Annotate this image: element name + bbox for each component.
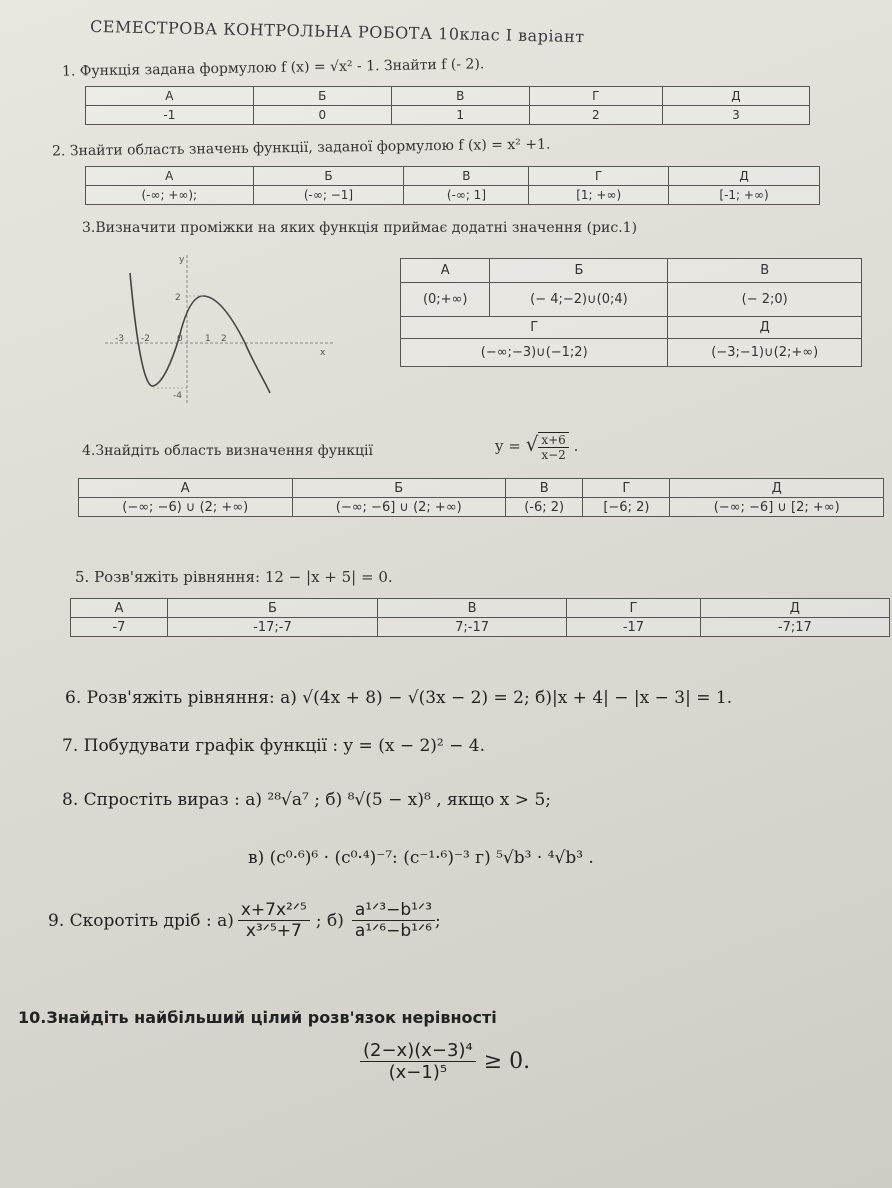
q9-fraction-b (352, 900, 435, 941)
q5-text: 5. Розв'яжіть рівняння: 12 − |x + 5| = 0. (75, 568, 393, 586)
graph-y-label: y (179, 255, 185, 265)
graph-tick-x0: 0 (177, 334, 183, 344)
graph-tick-x2: 2 (221, 334, 227, 344)
q3-header-v: В (668, 259, 862, 283)
q3-function-graph (95, 248, 340, 408)
q3-value-d: (−3;−1)∪(2;+∞) (668, 339, 862, 367)
q3-value-h: (−∞;−3)∪(−1;2) (401, 339, 668, 367)
q3-answer-table (400, 258, 862, 367)
q3-value-a: (0;+∞) (401, 283, 490, 317)
q10-relation: ≥ 0. (483, 1049, 531, 1074)
q9-row (48, 900, 441, 941)
q1-answer-table (85, 86, 810, 125)
q2-header-h: Г (529, 167, 669, 186)
q2-value-v: (-∞; 1] (404, 186, 529, 205)
q3-text: 3.Визначити проміжки на яких функція приймає додатні значення (рис.1) (82, 220, 638, 236)
q1-value-h: 2 (529, 106, 662, 125)
graph-tick-x1: 1 (205, 334, 211, 344)
q4-text: 4.Знайдіть область визначення функції (82, 443, 374, 459)
q4-header-a: А (79, 479, 293, 498)
graph-curve (130, 273, 270, 393)
q9-b-denominator: a¹ᐟ⁶−b¹ᐟ⁶ (354, 921, 432, 941)
q5-value-a: -7 (71, 618, 168, 637)
q5-value-v: 7;-17 (377, 618, 566, 637)
q4-sqrt-sign: √ (525, 432, 539, 456)
q3-header-a: А (401, 259, 490, 283)
q2-value-d: [-1; +∞) (669, 186, 820, 205)
q2-header-v: В (404, 167, 529, 186)
q4-value-a: (−∞; −6) ∪ (2; +∞) (79, 498, 293, 517)
graph-tick-y2: 2 (175, 293, 181, 303)
q3-value-b: (− 4;−2)∪(0;4) (490, 283, 668, 317)
q9-separator: ; б) (315, 910, 344, 931)
q5-value-b: -17;-7 (167, 618, 377, 637)
q3-header-b: Б (490, 259, 668, 283)
q9-a-denominator: x³ᐟ⁵+7 (245, 921, 302, 941)
graph-tick-y-4: -4 (173, 391, 182, 401)
graph-tick-x-2: -2 (141, 334, 150, 344)
q2-header-d: Д (669, 167, 820, 186)
q5-header-b: Б (167, 599, 377, 618)
q9-label: 9. Скоротіть дріб : а) (48, 910, 234, 931)
q4-header-b: Б (292, 479, 506, 498)
q8-line-2: в) (c⁰·⁶)⁶ · (c⁰·⁴)⁻⁷: (c⁻¹·⁶)⁻³ г) ⁵√b³ · ⁴√b³ . (248, 848, 594, 868)
q6-text: 6. Розв'яжіть рівняння: а) √(4x + 8) − √(3x − 2) = 2; б)|x + 4| − |x − 3| = 1. (65, 688, 733, 708)
q1-header-d: Д (662, 87, 809, 106)
q2-value-h: [1; +∞) (529, 186, 669, 205)
q10-denominator: (x−1)⁵ (388, 1062, 448, 1083)
q1-value-v: 1 (391, 106, 529, 125)
q10-text: 10.Знайдіть найбільший цілий розв'язок нерівності (18, 1008, 497, 1027)
q1-header-b: Б (253, 87, 391, 106)
q2-value-b: (-∞; −1] (253, 186, 404, 205)
q10-fraction (360, 1040, 476, 1083)
q9-fraction-a (238, 900, 310, 941)
q10-inequality (360, 1040, 530, 1083)
graph-x-label: x (320, 348, 326, 358)
q2-header-b: Б (253, 167, 404, 186)
q1-text: 1. Функція задана формулою f (x) = √x² - 1. Знайти f (- 2). (61, 56, 485, 80)
worksheet-title: СЕМЕСТРОВА КОНТРОЛЬНА РОБОТА 10клас І варіант (89, 16, 585, 47)
q4-value-b: (−∞; −6] ∪ (2; +∞) (292, 498, 506, 517)
q4-fraction-numerator: x+6 (538, 433, 568, 448)
q9-b-numerator: a¹ᐟ³−b¹ᐟ³ (352, 900, 435, 921)
q1-value-d: 3 (662, 106, 809, 125)
q1-header-h: Г (529, 87, 662, 106)
q1-value-b: 0 (253, 106, 391, 125)
q9-a-numerator: x+7x²ᐟ⁵ (238, 900, 310, 921)
q4-answer-table (78, 478, 884, 517)
q3-header-d: Д (668, 317, 862, 339)
q2-value-a: (-∞; +∞); (86, 186, 254, 205)
q4-fraction-denominator: x−2 (541, 448, 566, 462)
q4-value-d: (−∞; −6] ∪ [2; +∞) (670, 498, 884, 517)
q4-fraction (538, 432, 568, 462)
q5-header-h: Г (567, 599, 700, 618)
q5-value-h: -17 (567, 618, 700, 637)
q1-header-a: А (86, 87, 254, 106)
q4-header-d: Д (670, 479, 884, 498)
q4-formula: y = √ $\frac{x+6}{x-2}$ . (495, 432, 579, 462)
q2-text: 2. Знайти область значень функції, заданої формулою f (x) = x² +1. (51, 136, 551, 160)
q9-end: ; (434, 910, 441, 931)
q7-text: 7. Побудувати графік функції : y = (x − 2)² − 4. (62, 736, 485, 756)
q5-value-d: -7;17 (700, 618, 889, 637)
q4-value-h: [−6; 2) (583, 498, 670, 517)
q3-header-h: Г (401, 317, 668, 339)
graph-tick-x-3: -3 (115, 334, 124, 344)
q5-answer-table (70, 598, 890, 637)
q5-header-d: Д (700, 599, 889, 618)
q3-value-v: (− 2;0) (668, 283, 862, 317)
q1-header-v: В (391, 87, 529, 106)
q4-formula-y: y = (495, 437, 521, 455)
q2-header-a: А (86, 167, 254, 186)
q4-header-h: Г (583, 479, 670, 498)
q4-header-v: В (506, 479, 583, 498)
q5-header-a: А (71, 599, 168, 618)
q10-numerator: (2−x)(x−3)⁴ (360, 1040, 476, 1062)
q8-line-1: 8. Спростіть вираз : а) ²⁸√a⁷ ; б) ⁸√(5 − x)⁸ , якщо x > 5; (62, 790, 551, 810)
q1-value-a: -1 (86, 106, 254, 125)
q4-value-v: (-6; 2) (506, 498, 583, 517)
q2-answer-table (85, 166, 820, 205)
q5-header-v: В (377, 599, 566, 618)
